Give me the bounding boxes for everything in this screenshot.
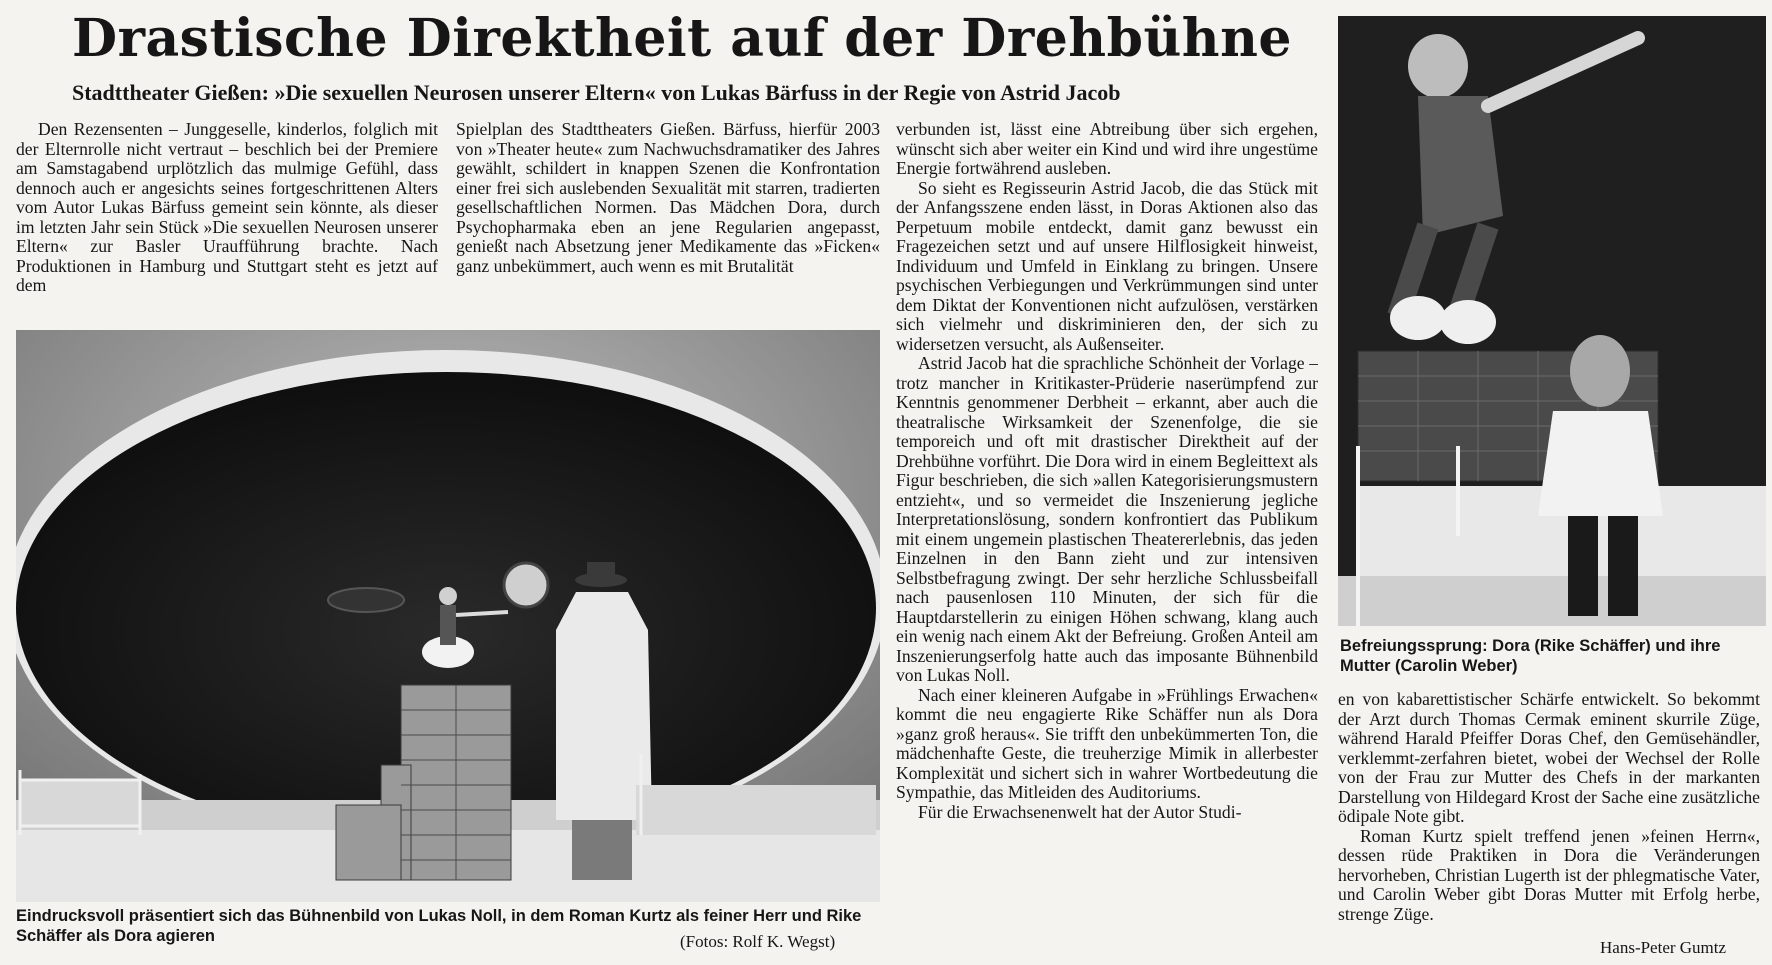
paragraph: Nach einer kleineren Aufgabe in »Frühlings Erwachen« kommt die neu engagierte Rike Schäffer nun als Dora »ganz groß heraus«. Sie trifft den unbekümmerten Ton, die mädchenhafte Geste, die treuherzige Mimik in allerbester Komplexität und sichert sich in wahrer Wortbedeutung die Sympathie, das Mitleiden des Auditoriums. — [896, 684, 1318, 802]
paragraph: Roman Kurtz spielt treffend jenen »feinen Herrn«, dessen rüde Praktiken in Dora die Veränderungen hervorheben, Christian Lugerth ist der phlegmatische Vater, und Carolin Weber gibt Doras Mutter mit Erfolg herbe, strenge Züge. — [1338, 825, 1760, 924]
article-column-2 — [456, 120, 880, 310]
stage-photo — [16, 330, 880, 902]
paragraph: verbunden ist, lässt eine Abtreibung über sich ergehen, wünscht sich aber weiter ein Kind und wird ihre ungestüme Energie fortwährend ausleben. — [896, 120, 1318, 178]
jump-photo-illustration — [1338, 16, 1766, 626]
photo-credit: (Fotos: Rolf K. Wegst) — [680, 932, 836, 951]
paragraph: en von kabarettistischer Schärfe entwickelt. So bekommt der Arzt durch Thomas Cermak eminent skurrile Züge, während Harald Pfeiffer Doras Chef, den Gemüsehändler, verklemmt-zerfahren bietet, wobei der Wechsel der Rolle von der Frau zur Mutter des Chefs in der markanten Darstellung von Hildegard Krost der Sache eine zusätzliche ödipale Note gibt. — [1338, 690, 1760, 826]
stage-photo-caption: Eindrucksvoll präsentiert sich das Bühnenbild von Lukas Noll, in dem Roman Kurtz als feiner Herr und Rike Schäffer als Dora agieren — [16, 907, 862, 945]
article-column-1 — [16, 120, 438, 310]
jump-photo-caption: Befreiungssprung: Dora (Rike Schäffer) und ihre Mutter (Carolin Weber) — [1340, 637, 1721, 675]
jump-photo — [1338, 16, 1766, 626]
paragraph: Für die Erwachsenenwelt hat der Autor Studi- — [918, 801, 1242, 822]
paragraph: So sieht es Regisseurin Astrid Jacob, die das Stück mit der Anfangsszene enden lässt, in Doras Aktionen also das Perpetuum mobile entdeckt, damit ganz bewusst ein Fragezeichen setzt und auf unsere Hilflosigkeit hinweist, Individuum und Umfeld in Einklang zu bringen. Unsere psychischen Verbiegungen und Verkrümmungen sind unter dem Diktat der Konventionen nicht aufzulösen, verstärken sich vielmehr und diskriminieren den, der sich zu widersetzen versucht, als Außenseiter. — [896, 177, 1318, 354]
subheadline: Stadttheater Gießen: »Die sexuellen Neurosen unserer Eltern« von Lukas Bärfuss in der Regie von Astrid Jacob — [72, 80, 1121, 105]
paragraph: Astrid Jacob hat die sprachliche Schönheit der Vorlage – trotz mancher in Kritikaster-Prüderie naserümpfend zur Kenntnis genommener Derbheit – erkannt, aber auch die theatralische Wirksamkeit der Szenenfolge, die sie temporeich und oft mit drastischer Direktheit auf der Drehbühne vorführt. Die Dora wird in einem Begleittext als Figur beschrieben, die sich »allen Kategorisierungsmustern entzieht«, und so vermeidet die Inszenierung jegliche Interpretationslösung, sondern konfrontiert das Publikum mit einem ungemein plastischen Theatererlebnis, das jeden Einzelnen in den Bann zieht und zur intensiven Selbstbefragung zwingt. Der sehr herzliche Schlussbeifall nach pausenlosen 110 Minuten, der sich für die Hauptdarstellerin zu einigen Höhen schwang, klang auch ein wenig nach einem Akt der Befreiung. Großen Anteil am Inszenierungserfolg hatte auch das imposante Bühnenbild von Lukas Noll. — [896, 353, 1318, 685]
author-byline: Hans-Peter Gumtz — [1600, 938, 1727, 957]
article-column-3 — [896, 120, 1318, 956]
paragraph: Den Rezensenten – Junggeselle, kinderlos, folglich mit der Elternrolle nicht vertraut – beschlich bei der Premiere am Samstagabend urplötzlich das mulmige Gefühl, dass dennoch auch er angesichts seines fortgeschrittenen Alters vom Autor Lukas Bärfuss gemeint sein könnte, als dieser im letzten Jahr sein Stück »Die sexuellen Neurosen unserer Eltern« zur Basler Uraufführung brachte. Nach Produktionen in Hamburg und Stuttgart steht es jetzt auf dem — [16, 120, 438, 295]
paragraph: Spielplan des Stadttheaters Gießen. Bärfuss, hierfür 2003 von »Theater heute« zum Nachwuchsdramatiker des Jahres gewählt, schildert in knappen Szenen die Konfrontation einer frei sich auslebenden Sexualität mit starren, tradierten gesellschaftlichen Normen. Das Mädchen Dora, durch Psychopharmaka eben an jene Regularien angepasst, genießt nach Absetzung jener Medikamente das »Ficken« ganz unbekümmert, auch wenn es mit Brutalität — [456, 120, 880, 276]
headline: Drastische Direktheit auf der Drehbühne — [72, 8, 1292, 69]
stage-photo-illustration — [16, 330, 880, 902]
article-column-4 — [1338, 690, 1760, 956]
